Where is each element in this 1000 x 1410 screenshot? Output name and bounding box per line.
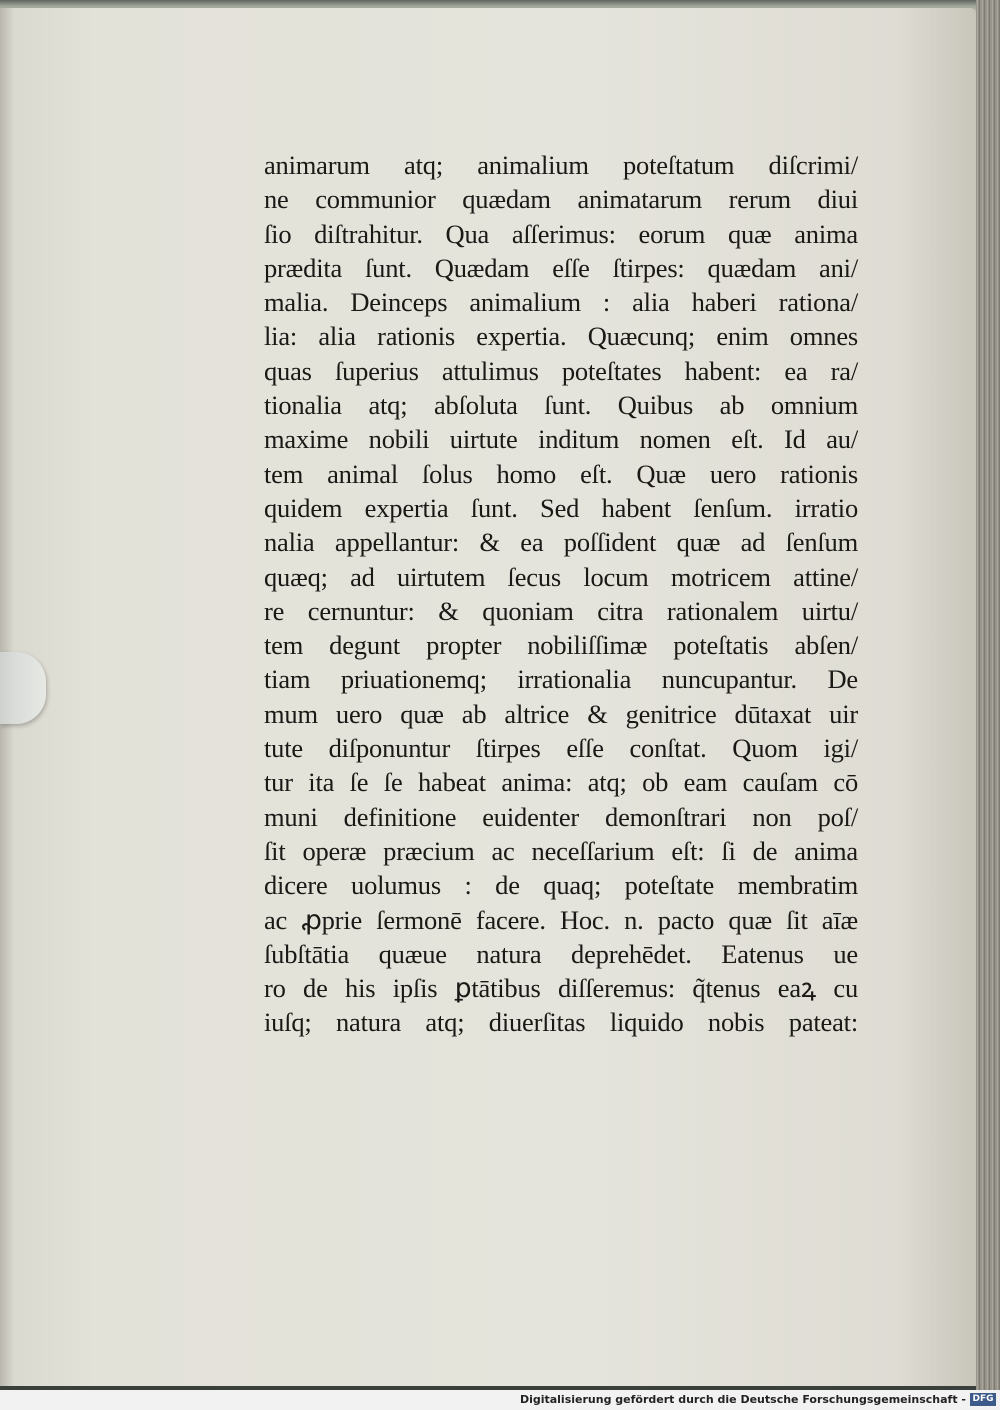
text-line: tute diſponuntur ſtirpes eſſe conſtat. Quom igi/ [264, 733, 858, 764]
text-line: quidem expertia ſunt. Sed habent ſenſum. irratio [264, 492, 858, 523]
text-line: ſubſtātia quæue natura deprehēdet. Eatenus ue [264, 938, 858, 969]
text-line: ro de his ipſis ꝑtātibus diſſeremus: q̃tenus eaꝝ cu [264, 973, 858, 1004]
text-line: animarum atq; animalium poteſtatum diſcrimi/ [264, 150, 858, 180]
page-stack-edge [976, 0, 1000, 1390]
text-line: re cernuntur: & quoniam citra rationalem uirtu/ [264, 595, 858, 626]
funding-credit: Digitalisierung gefördert durch die Deutsche Forschungsgemeinschaft - [519, 1393, 966, 1406]
text-line: muni definitione euidenter demonſtrari non poſ/ [264, 801, 858, 832]
text-line: iuſq; natura atq; diuerſitas liquido nobis pateat: [264, 1007, 858, 1038]
text-line: prædita ſunt. Quædam eſſe ſtirpes: quædam ani/ [264, 252, 858, 283]
text-line: mum uero quæ ab altrice & genitrice dūtaxat uir [264, 698, 858, 729]
text-line: malia. Deinceps animalium : alia haberi rationa/ [264, 287, 858, 318]
text-line: tem animal ſolus homo eſt. Quæ uero rationis [264, 458, 858, 489]
text-line: tiam priuationemq; irrationalia nuncupantur. De [264, 664, 858, 695]
text-line: quas ſuperius attulimus poteſtates habent: ea ra/ [264, 355, 858, 386]
text-line: tionalia atq; abſoluta ſunt. Quibus ab omnium [264, 390, 858, 421]
text-line: maxime nobili uirtute inditum nomen eſt. Id au/ [264, 424, 858, 455]
text-line: ſit operæ præcium ac neceſſarium eſt: ſi de anima [264, 835, 858, 866]
text-line: tur ita ſe ſe habeat anima: atq; ob eam cauſam cō [264, 767, 858, 798]
text-line: ne communior quædam animatarum rerum diui [264, 184, 858, 215]
text-line: lia: alia rationis expertia. Quæcunq; enim omnes [264, 321, 858, 352]
text-line: ac ꝓprie ſermonē facere. Hoc. n. pacto quæ ſit aīæ [264, 904, 858, 935]
text-line: ſio diſtrahitur. Qua aſſerimus: eorum quæ anima [264, 218, 858, 249]
dfg-logo: DFG [970, 1393, 996, 1406]
text-block [264, 148, 858, 1040]
text-line: quæq; ad uirtutem ſecus locum motricem attine/ [264, 561, 858, 592]
text-line: dicere uolumus : de quaq; poteſtate membratim [264, 870, 858, 901]
text-line: tem degunt propter nobiliſſimæ poteſtatis abſen/ [264, 630, 858, 661]
text-line: nalia appellantur: & ea poſſident quæ ad ſenſum [264, 527, 858, 558]
footer-bar [0, 1390, 1000, 1410]
